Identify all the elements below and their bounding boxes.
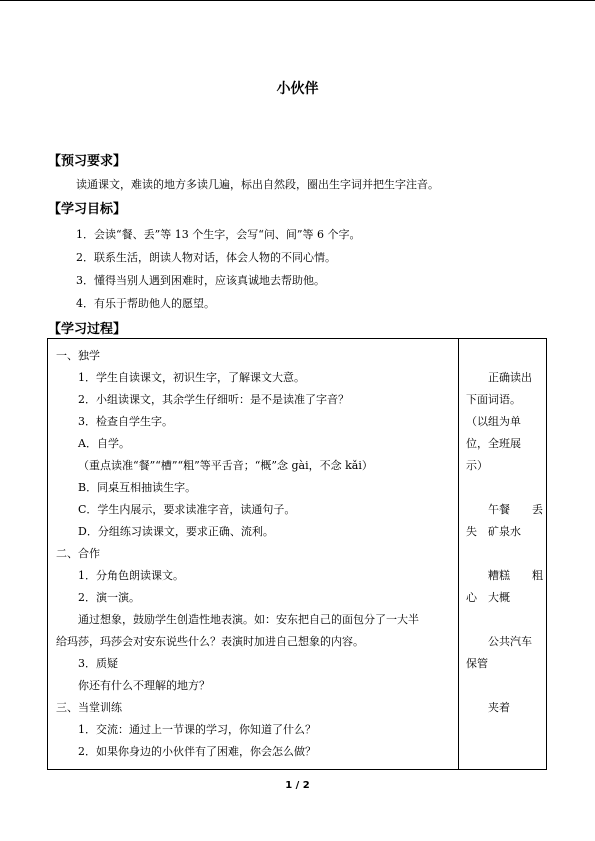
table-line-16: 你还有什么不理解的地方？ (78, 679, 210, 692)
side-note-2: 下面词语。 (466, 393, 521, 406)
goals-heading: 【学习目标】 (48, 202, 127, 217)
table-line-3: 2．小组读课文，其余学生仔细听：是不是读准了字音？ (78, 393, 349, 406)
side-note-4: 位，全班展 (466, 437, 521, 450)
table-line-18: 1．交流：通过上一节课的学习，你知道了什么？ (78, 723, 316, 736)
side-note-3: （以组为单 (466, 415, 521, 428)
table-line-1: 一、独学 (56, 349, 100, 362)
side-note-11: 保管 (466, 657, 488, 670)
side-note-6: 午餐 丢 (488, 503, 543, 516)
side-note-12: 夹着 (488, 701, 510, 714)
table-column-divider (458, 339, 459, 769)
process-heading: 【学习过程】 (48, 322, 127, 337)
table-line-13: 通过想象，鼓励学生创造性地表演。如：安东把自己的面包分了一大半 (78, 613, 419, 626)
goal-item-2: 2．联系生活，朗读人物对话，体会人物的不同心情。 (76, 251, 336, 264)
table-line-8: C．学生内展示，要求读准字音，读通句子。 (78, 503, 296, 516)
side-note-5: 示） (466, 459, 488, 472)
table-line-2: 1．学生自读课文，初识生字，了解课文大意。 (78, 371, 305, 384)
table-line-5: A．自学。 (78, 437, 130, 450)
side-note-8: 糟糕 粗 (488, 569, 543, 582)
table-line-10: 二、合作 (56, 547, 100, 560)
table-line-19: 2．如果你身边的小伙伴有了困难，你会怎么做？ (78, 745, 316, 758)
side-note-9: 心 大概 (466, 591, 510, 604)
preview-heading: 【预习要求】 (48, 154, 127, 169)
table-line-4: 3．检查自学生字。 (78, 415, 173, 428)
table-line-7: B．同桌互相抽读生字。 (78, 481, 197, 494)
page-number: 1 / 2 (285, 780, 310, 791)
table-line-9: D．分组练习读课文，要求正确、流利。 (78, 525, 274, 538)
page-title: 小伙伴 (276, 81, 319, 97)
goal-item-3: 3．懂得当别人遇到困难时，应该真诚地去帮助他。 (76, 274, 325, 287)
side-note-7: 失 矿泉水 (466, 525, 521, 538)
table-line-11: 1．分角色朗读课文。 (78, 569, 184, 582)
table-line-17: 三、当堂训练 (56, 701, 122, 714)
top-rule (0, 0, 595, 1)
side-note-1: 正确读出 (488, 371, 532, 384)
goal-item-1: 1．会读“餐、丢”等 13 个生字，会写“问、间”等 6 个字。 (76, 228, 361, 241)
table-line-14: 给玛莎，玛莎会对安东说些什么？表演时加进自己想象的内容。 (56, 635, 364, 648)
goal-item-4: 4．有乐于帮助他人的愿望。 (76, 297, 215, 310)
preview-text: 读通课文，难读的地方多读几遍，标出自然段，圈出生字词并把生字注音。 (76, 178, 439, 191)
table-line-6: （重点读准“餐”“槽”“粗”等平舌音；“概”念 gài，不念 kǎi） (78, 459, 373, 472)
side-note-10: 公共汽车 (488, 635, 532, 648)
process-table (47, 338, 547, 770)
table-line-15: 3．质疑 (78, 657, 118, 670)
table-line-12: 2．演一演。 (78, 591, 140, 604)
